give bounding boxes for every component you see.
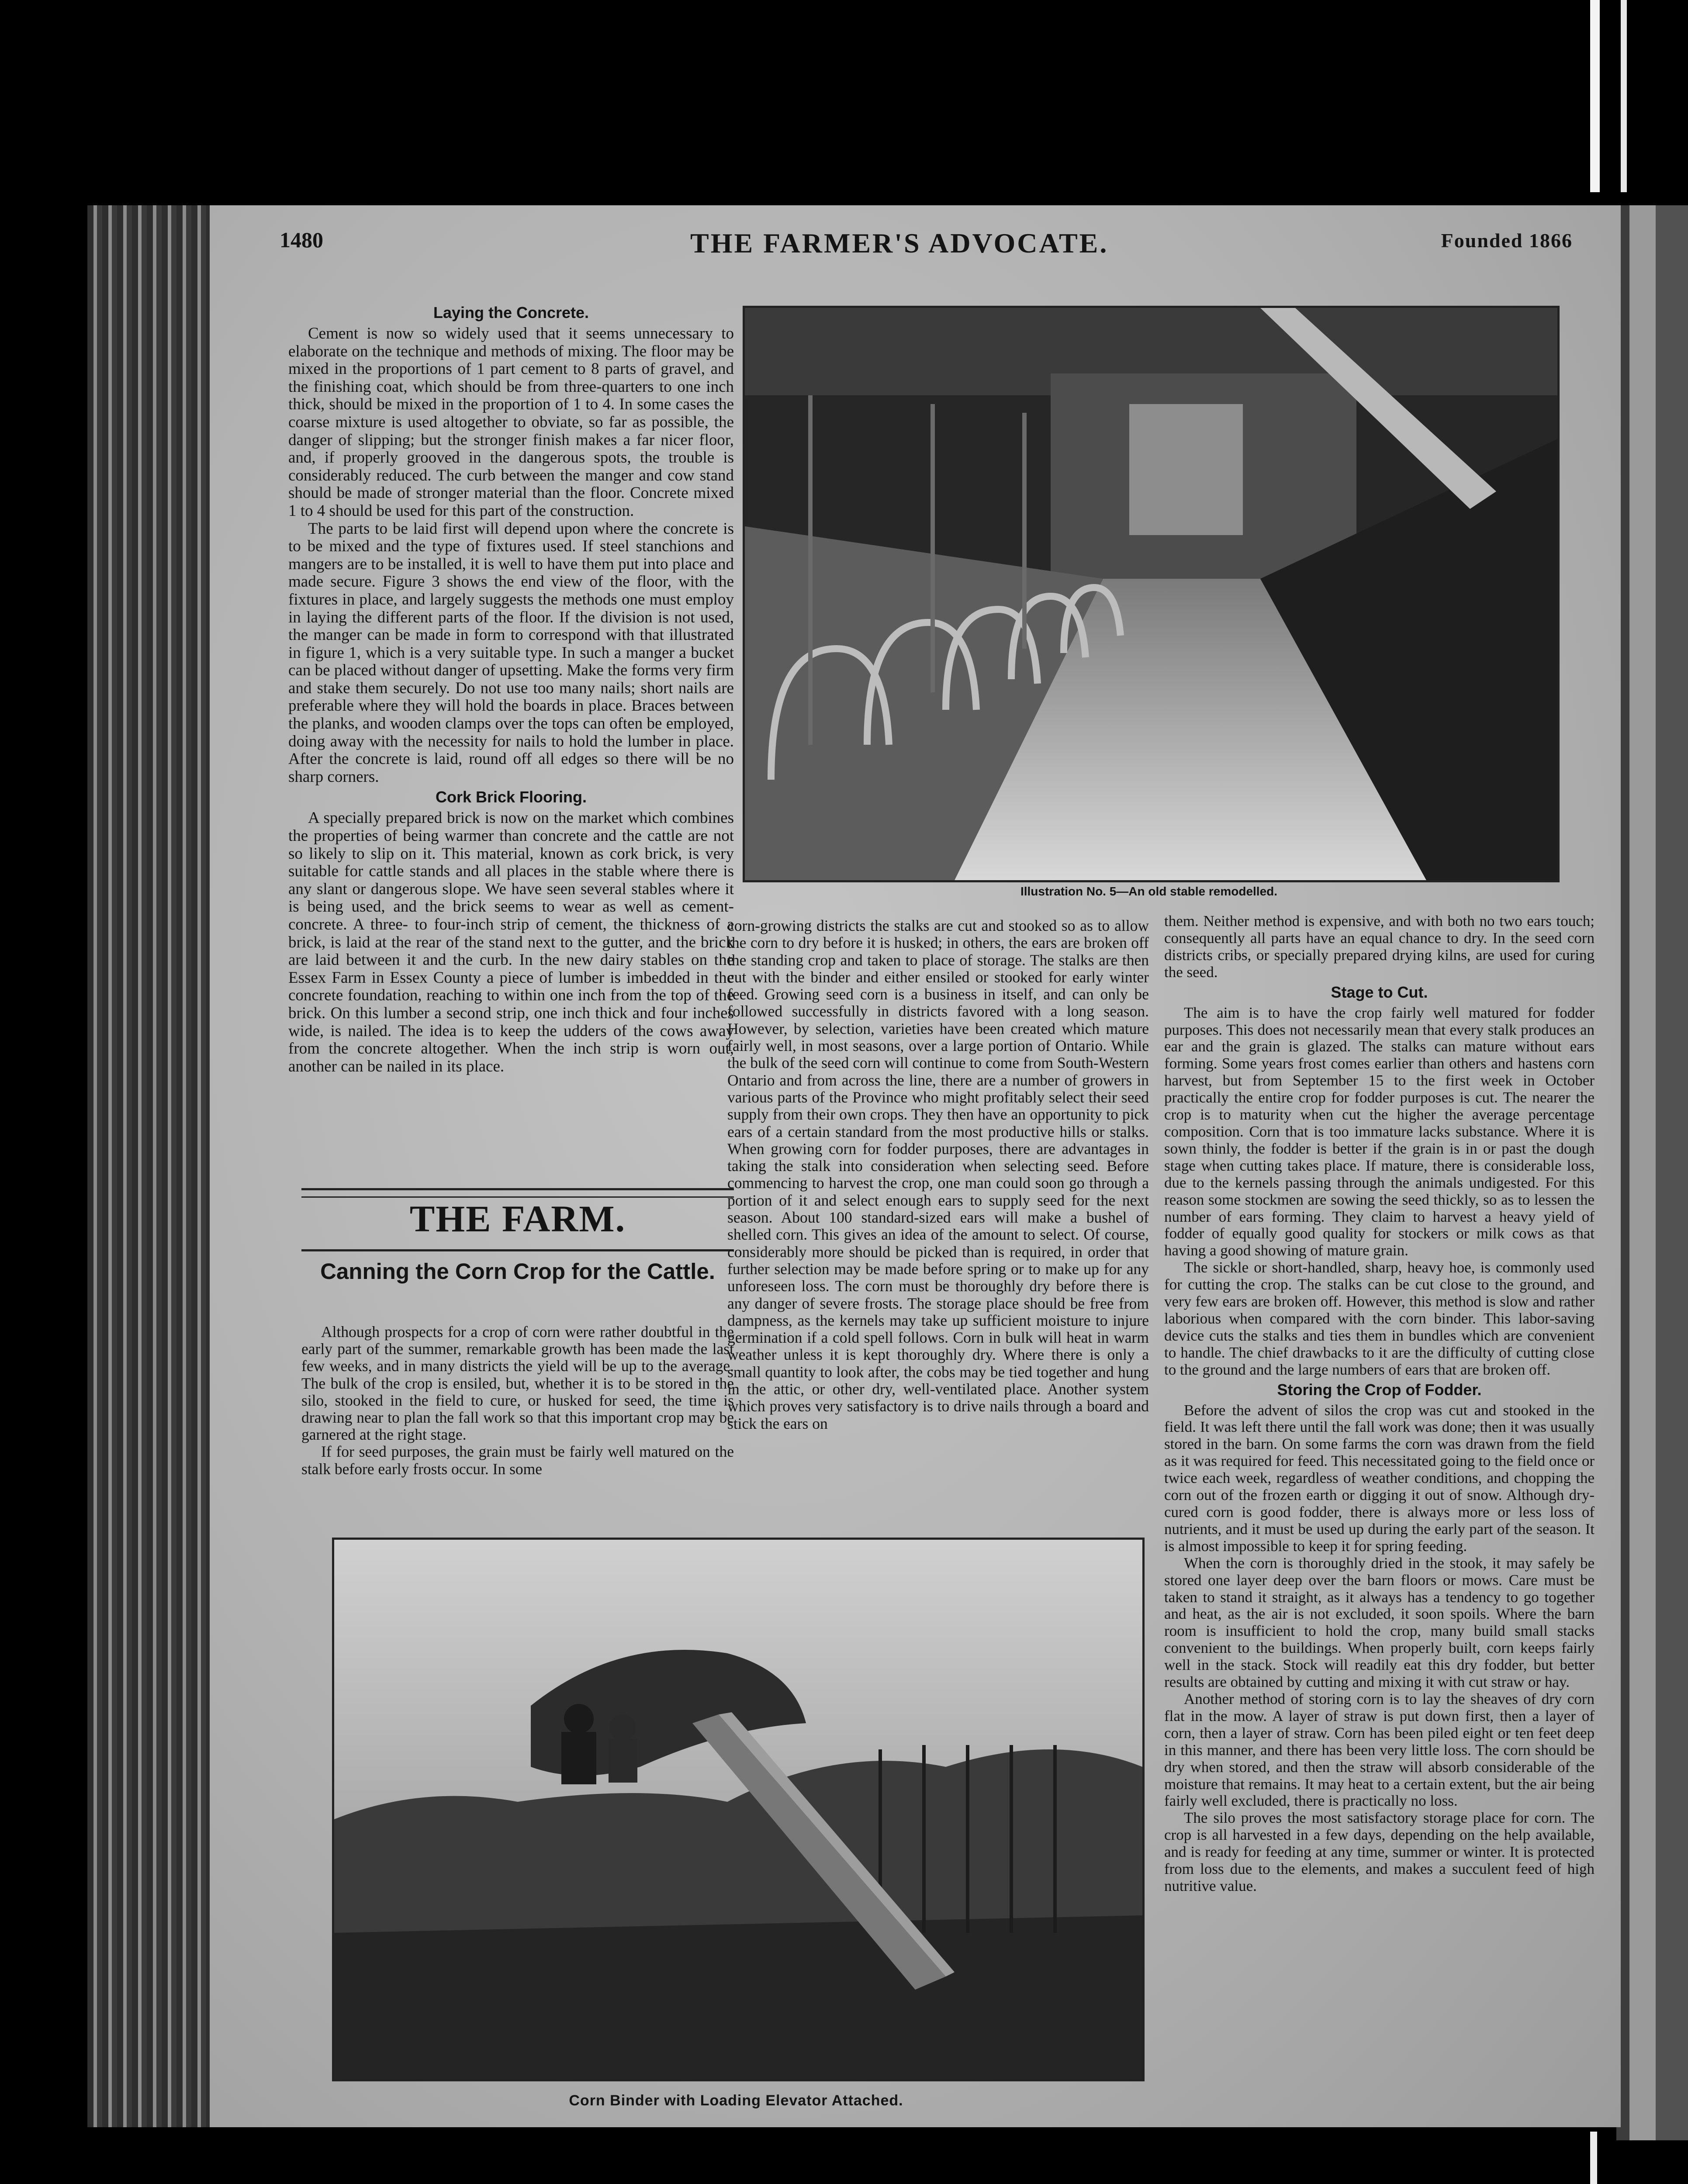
stable-photo-caption: Illustration No. 5—An old stable remodelled. [1020, 885, 1278, 898]
paragraph: When the corn is thoroughly dried in the stook, it may safely be stored one layer deep over the barn floors or mows. Care must be taken to stand it straight, as it always has a tendency to go together and heat, as the air is not excluded, it soon spoils. Where the barn room is insufficient to hold the crop, many build small stacks convenient to the buildings. When properly built, corn keeps fairly well in the stack. Stock will readily eat this dry fodder, but better results are obtained by cutting and mixing it with cut straw or hay. [1164, 1554, 1595, 1691]
paragraph: A specially prepared brick is now on the market which combines the properties of being warmer than concrete and the cattle are not so likely to slip on it. This material, known as cork brick, is very suitable for cattle stands and all places in the stable where there is any slant or dangerous slope. We have seen several stables where it is being used, and the brick seems to wear as well as cement-concrete. A three- to four-inch strip of cement, the thickness of a brick, is laid at the rear of the stand next to the gutter, and the brick are laid between it and the curb. In the new dairy stables on the Essex Farm in Essex County a piece of lumber is imbedded in the concrete foundation, reaching to within one inch from the top of the brick. On this lumber a second strip, one inch thick and four inches wide, is nailed. The idea is to keep the udders of the cows away from the concrete altogether. When the inch strip is worn out, another can be nailed in its place. [288, 809, 734, 1075]
stable-image [745, 308, 1557, 880]
article-title: Canning the Corn Crop for the Cattle. [320, 1259, 715, 1284]
paragraph: The parts to be laid first will depend upon where the concrete is to be mixed and the type of fixtures used. If steel stanchions and mangers are to be installed, it is well to have them put into place and made secure. Figure 3 shows the end view of the floor, with the fixtures in place, and largely suggests the methods one must employ in laying the different parts of the floor. If the division is not used, the manger can be made in form to correspond with that illustrated in figure 1, which is a very suitable type. In such a manger a bucket can be placed without danger of upsetting. Make the forms very firm and stake them securely. Do not use too many nails; short nails are preferable where they will hold the boards in place. Braces between the planks, and wooden clamps over the tops can often be employed, doing away with the necessity for nails to hold the lumber in place. After the concrete is laid, round off all edges so there will be no sharp corners. [288, 519, 734, 786]
paragraph: them. Neither method is expensive, and with both no two ears touch; consequently all parts have an equal chance to dry. In the seed corn districts cribs, or specially prepared drying kilns, are used for curing the seed. [1164, 912, 1595, 981]
paragraph: Another method of storing corn is to lay the sheaves of dry corn flat in the mow. A layer of straw is put down first, then a layer of corn, then a layer of straw. Corn has been piled eight or ten feet deep in this manner, and there has been very little loss. The corn should be dry when stored, and then the straw will absorb considerable of the moisture that remains. It may heat to a certain extent, but the air being fairly well excluded, there is practically no loss. [1164, 1690, 1595, 1810]
film-margin-bar [1590, 0, 1600, 192]
corn-binder-image [334, 1540, 1142, 2079]
page-header [280, 227, 1573, 266]
paragraph: The silo proves the most satisfactory storage place for corn. The crop is all harvested in a few days, depending on the help available, and is ready for feeding at any time, summer or winter. It is protected from loss due to the elements, and makes a succulent feed of high nutritive value. [1164, 1809, 1595, 1894]
founded-note: Founded 1866 [1441, 229, 1573, 252]
section-heading-laying: Laying the Concrete. [433, 304, 589, 321]
section-heading-storing: Storing the Crop of Fodder. [1277, 1380, 1482, 1399]
publication-title: THE FARMER'S ADVOCATE. [690, 228, 1109, 259]
book-binding-right [1616, 205, 1688, 2140]
paragraph: The sickle or short-handled, sharp, heavy hoe, is commonly used for cutting the crop. The stalks can be cut close to the ground, and very few ears are broken off. However, this method is slow and rather laborious when compared with the corn binder. This labor-saving device cuts the stalks and ties them in bundles which are convenient to handle. The chief drawbacks to it are the difficulty of cutting close to the ground and the large numbers of ears that are broken off. [1164, 1259, 1595, 1378]
right-column [1164, 913, 1595, 1895]
film-margin-bar-bottom [1590, 2132, 1597, 2184]
section-heading-cork: Cork Brick Flooring. [435, 788, 587, 806]
film-margin-bar-2 [1621, 0, 1627, 192]
paragraph: Although prospects for a crop of corn were rather doubtful in the early part of the summer, remarkable growth has been made the last few weeks, and in many districts the yield will be up to the average. The bulk of the crop is ensiled, but, whether it is to be stored in the silo, stooked in the field to cure, or husked for seed, the time is drawing near to plan the fall work so that this important crop may be garnered at the right stage. [301, 1323, 734, 1444]
paragraph: Before the advent of silos the crop was cut and stooked in the field. It was left there until the fall work was done; then it was usually stored in the barn. On some farms the corn was drawn from the field as it was required for feed. This necessitated going to the field once or twice each week, regardless of weather conditions, and chopping the corn out of the frozen earth or digging it out of snow. Although dry-cured corn is good fodder, there is always more or less loss of nutrients, and it must be used up during the early part of the season. It is almost impossible to keep it for spring feeding. [1164, 1401, 1595, 1555]
page-number: 1480 [280, 228, 323, 252]
middle-column [727, 917, 1149, 1432]
paragraph: Cement is now so widely used that it seems unnecessary to elaborate on the technique and methods of mixing. The floor may be mixed in the proportions of 1 part cement to 8 parts of gravel, and the finishing coat, which should be from three-quarters to one inch thick, should be mixed in the proportion of 1 to 4. In some cases the coarse mixture is used altogether to obviate, so far as possible, the danger of slipping; but the stronger finish makes a far nicer floor, and, if properly grooved in the dangerous spots, the trouble is considerably reduced. The curb between the manger and cow stand should be made of stronger material than the floor. Concrete mixed 1 to 4 should be used for this part of the construction. [288, 325, 734, 520]
stable-photo [743, 306, 1560, 882]
paragraph: The aim is to have the crop fairly well matured for fodder purposes. This does not necessarily mean that every stalk produces an ear and the grain is glazed. The stalks can mature without ears forming. Some years frost comes earlier than others and hastens corn harvest, but from September 15 to the first week in October practically the entire crop for fodder purposes is cut. The nearer the crop is to maturity when cut the higher the average percentage composition. Corn that is too immature lacks substance. Where it is sown thinly, the fodder is better if the grain is in or past the dough stage when cutting takes place. If mature, there is considerable loss, due to the kernels passing through the animals undigested. For this reason some stockmen are sowing the seed thickly, so as to lessen the number of ears forming. They claim to harvest a heavy yield of fodder of equally good quality for stockers or milk cows as that having a good showing of mature grain. [1164, 1004, 1595, 1259]
paragraph: If for seed purposes, the grain must be fairly well matured on the stalk before early frosts occur. In some [301, 1443, 734, 1478]
corn-binder-photo [332, 1538, 1145, 2081]
paragraph: corn-growing districts the stalks are cut and stooked so as to allow the corn to dry before it is husked; in others, the ears are broken off the standing crop and taken to place of storage. The stalks are then cut with the binder and either ensiled or stooked for early winter feed. Growing seed corn is a business in itself, and can only be followed successfully in districts favored with a long season. However, by selection, varieties have been created which mature fairly well, in most seasons, over a large portion of Ontario. While the bulk of the seed corn will continue to come from South-Western Ontario and from across the line, there are a number of growers in various parts of the Province who might profitably select their seed supply from their own crops. They then have an opportunity to pick ears of a certain standard from the most productive hills or stalks. When growing corn for fodder purposes, there are advantages in taking the stalk into consideration when selecting seed. Before commencing to harvest the crop, one man could soon go through a portion of it and select enough ears to supply seed for the next season. About 100 standard-sized ears will make a bushel of shelled corn. This gives an idea of the amount to select. Of course, considerably more should be picked than is required, in order that further selection may be made before spring or to make up for any unforeseen loss. The corn must be thoroughly dry before there is any danger of severe frosts. The storage place should be free from dampness, as the kernels may take up sufficient moisture to injure germination if a cold spell follows. Corn in bulk will heat in warm weather unless it is kept thoroughly dry. Where there is only a small quantity to look after, the cobs may be tied together and hung in the attic, or other dry, well-ventilated place. Another system which proves very satisfactory is to drive nails through a board and stick the ears on [727, 917, 1149, 1432]
section-rule [301, 1188, 734, 1198]
section-heading-stage: Stage to Cut. [1331, 983, 1428, 1001]
corn-binder-caption: Corn Binder with Loading Elevator Attached. [569, 2092, 903, 2109]
section-rule [301, 1249, 734, 1254]
the-farm-heading: THE FARM. [409, 1198, 626, 1240]
left-column-article [301, 1324, 734, 1478]
left-column [288, 301, 734, 1075]
book-page-edges [87, 205, 210, 2127]
